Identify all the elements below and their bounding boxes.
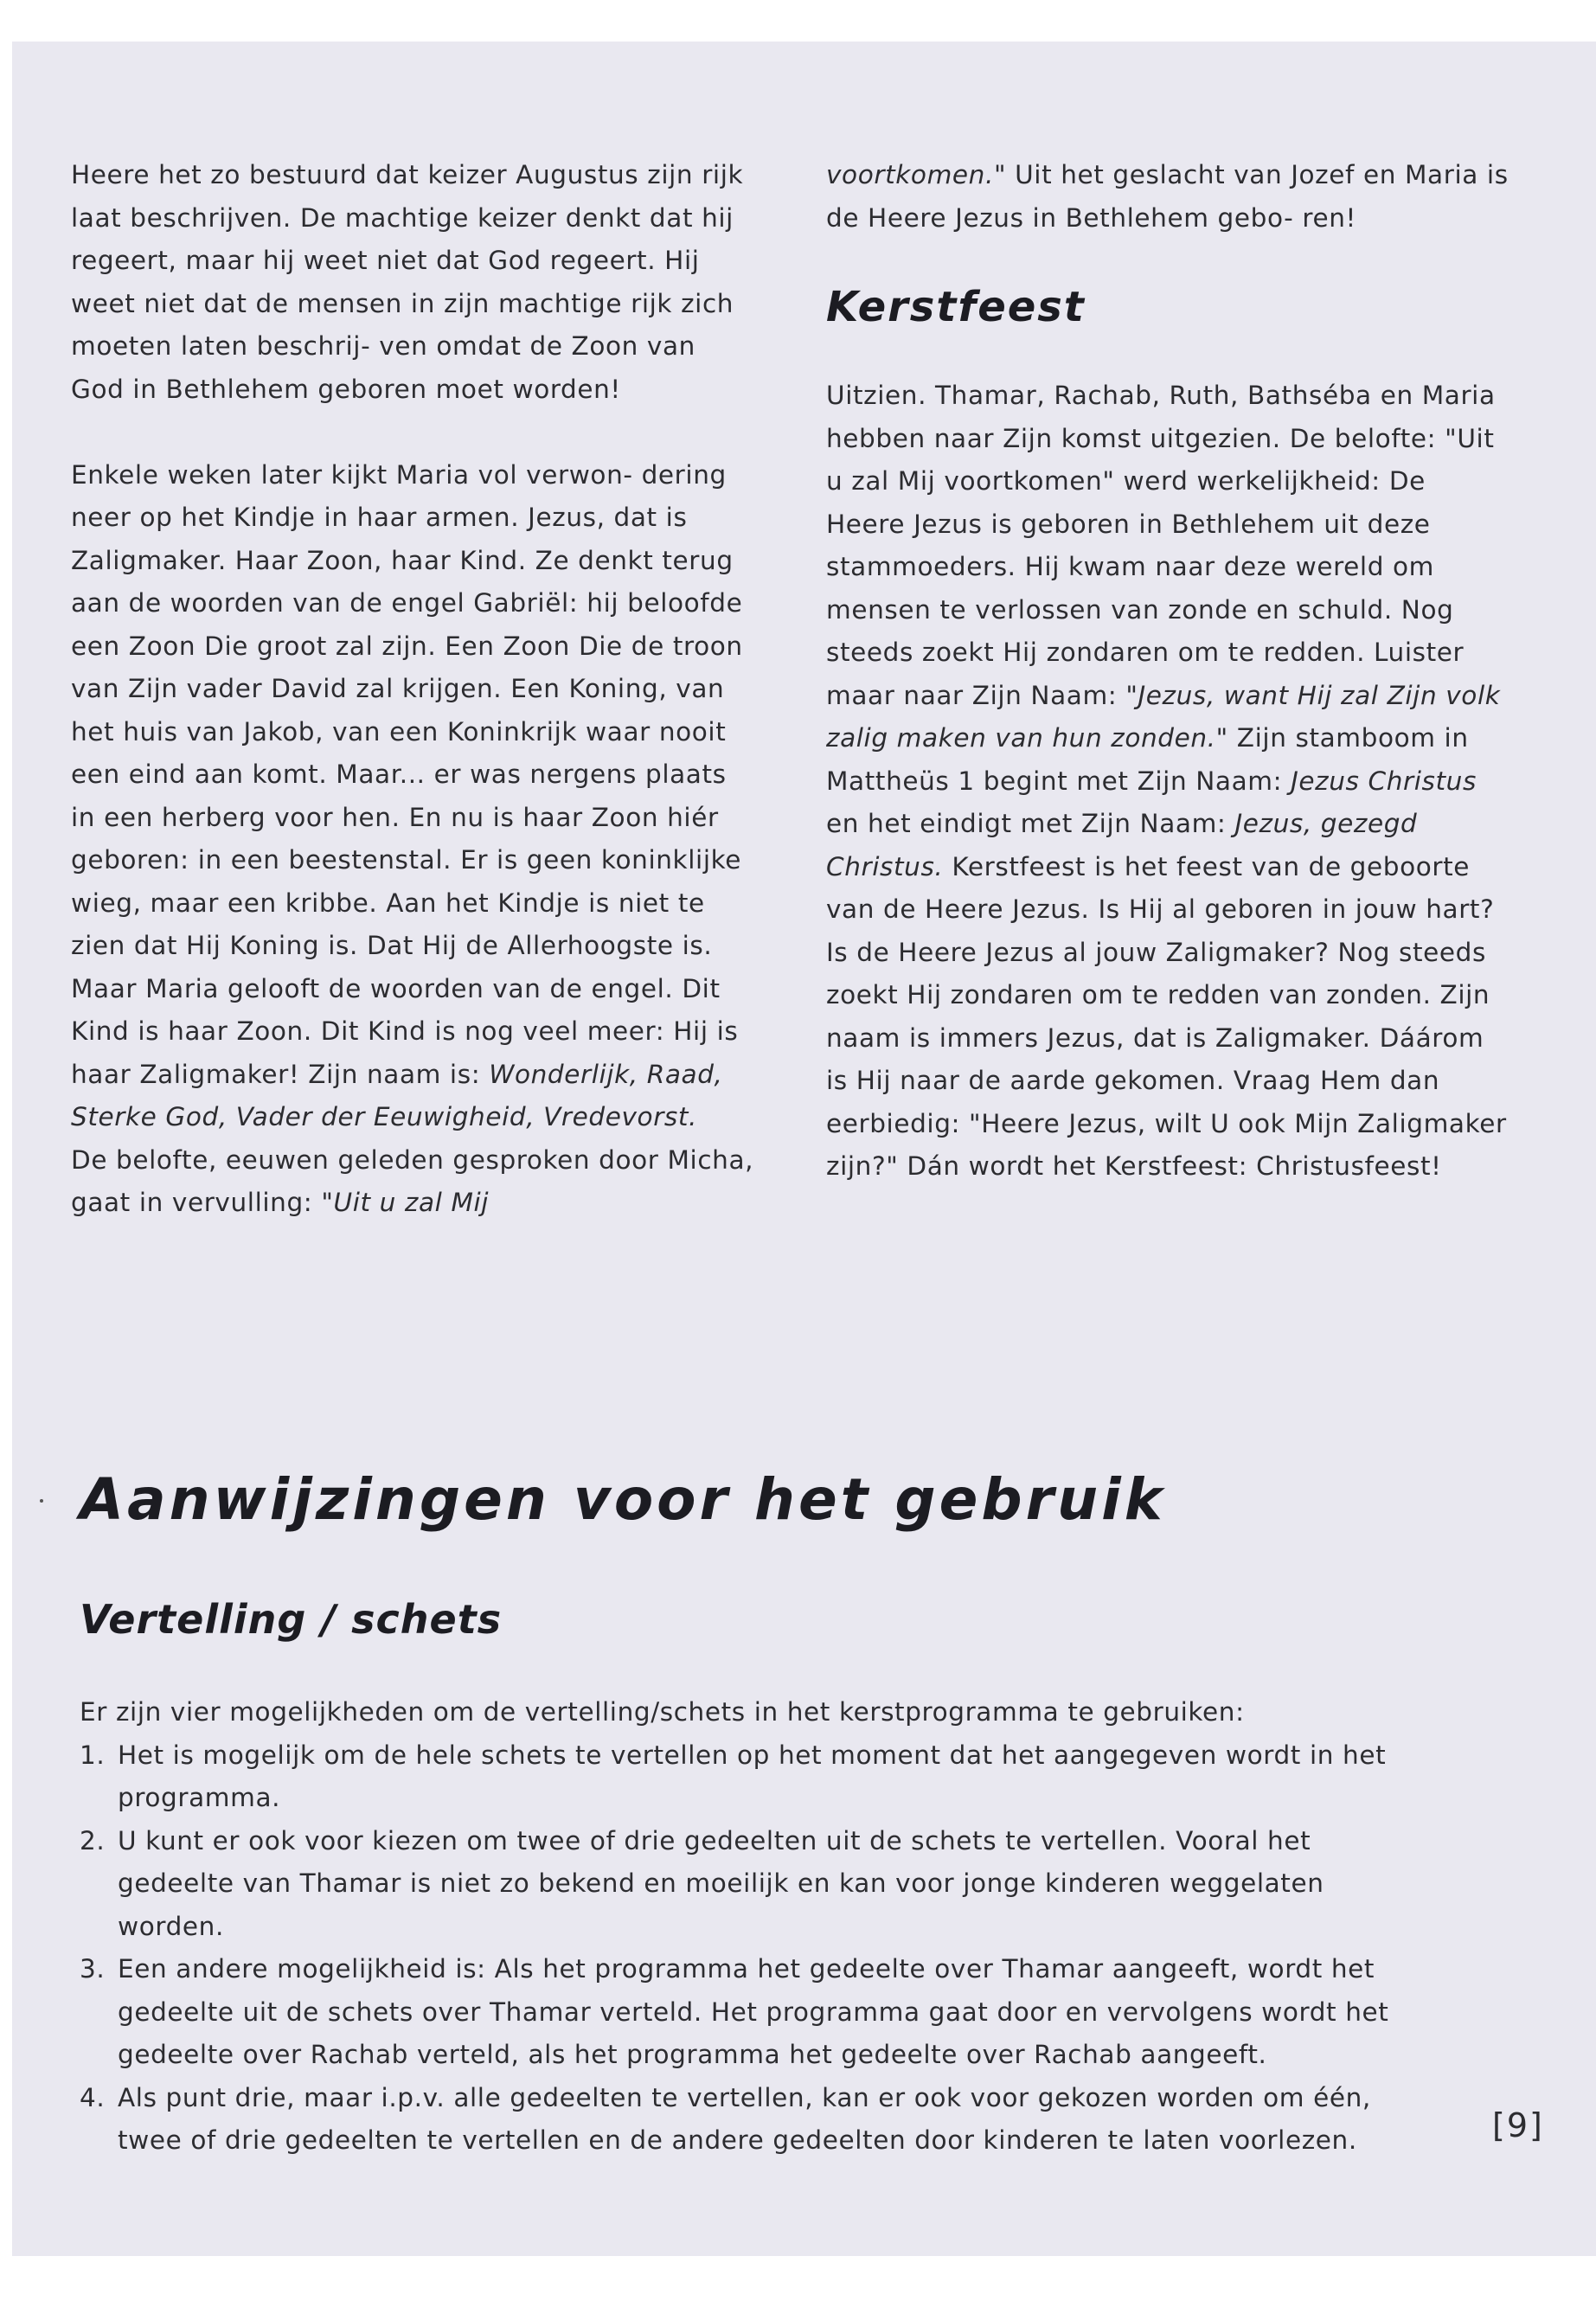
instructions-body (80, 1691, 1429, 2163)
page-number: [9] (1492, 2106, 1544, 2144)
instructions-list (80, 1734, 1429, 2163)
right-column (826, 154, 1509, 1189)
instructions-subtitle: Vertelling / schets (80, 1596, 503, 1643)
bullet-dot (40, 1499, 43, 1503)
list-item: 1. Het is mogelijk om de hele schets te vertellen op het moment dat het aangegeven wordt in het programma. (80, 1740, 1387, 1812)
list-item: 2. U kunt er ook voor kiezen om twee of drie gedeelten uit de schets te vertellen. Vooral het gedeelte van Thamar is niet zo bekend en moeilijk en kan voor jonge kinderen weggelaten worden. (80, 1825, 1324, 1941)
left-paragraph-1: Heere het zo bestuurd dat keizer Augustus zijn rijk laat beschrijven. De machtige keizer denkt dat hij regeert, maar hij weet niet dat God regeert. Hij weet niet dat de mensen in zijn machtige rijk zich moeten laten beschrij- ven omdat de Zoon van God in Bethlehem geboren moet worden! (71, 160, 744, 404)
left-paragraph-3: De belofte, eeuwen geleden gesproken door Micha, gaat in vervulling: "Uit u zal Mij (71, 1144, 754, 1217)
left-paragraph-2: Enkele weken later kijkt Maria vol verwon- dering neer op het Kindje in haar armen. Jezus, dat is Zaligmaker. Haar Zoon, haar Kind. Ze denkt terug aan de woorden van de engel Gabriël: hij beloofde een Zoon Die groot zal zijn. Een Zoon Die de troon van Zijn vader David zal krijgen. Een Koning, van het huis van Jakob, van een Koninkrijk waar nooit een eind aan komt. Maar... er was nergens plaats in een herberg voor hen. En nu is haar Zoon hiér geboren: in een beestenstal. Er is geen koninklijke wieg, maar een kribbe. Aan het Kindje is niet te zien dat Hij Koning is. Dat Hij de Allerhoogste is. Maar Maria gelooft de woorden van de engel. Dit Kind is haar Zoon. Dit Kind is nog veel meer: Hij is haar Zaligmaker! Zijn naam is: Wonderlijk, Raad, Sterke God, Vader der Eeuwigheid, Vredevorst. (71, 459, 743, 1131)
instructions-intro: Er zijn vier mogelijkheden om de vertelling/schets in het kerstprogramma te gebruiken: (80, 1697, 1245, 1727)
list-item: 3. Een andere mogelijkheid is: Als het programma het gedeelte over Thamar aangeeft, wordt het gedeelte uit de schets over Thamar verteld. Het programma gaat door en vervolgens wordt het gedeelte over Rachab verteld, als het programma het gedeelte over Rachab aangeeft. (80, 1954, 1389, 2069)
list-item: 4. Als punt drie, maar i.p.v. alle gedeelten te vertellen, kan er ook voor gekozen worden om één, twee of drie gedeelten te vertellen en de andere gedeelten door kinderen te laten voorlezen. (80, 2082, 1371, 2155)
right-paragraph-2: Uitzien. Thamar, Rachab, Ruth, Bathséba en Maria hebben naar Zijn komst uitgezien. De belofte: "Uit u zal Mij voortkomen" werd werkelijkheid: De Heere Jezus is geboren in Bethlehem uit deze stammoeders. Hij kwam naar deze wereld om mensen te verlossen van zonde en schuld. Nog steeds zoekt Hij zondaren om te redden. Luister maar naar Zijn Naam: "Jezus, want Hij zal Zijn volk zalig maken van hun zonden." Zijn stamboom in Mattheüs 1 begint met Zijn Naam: Jezus Christus en het eindigt met Zijn Naam: Jezus, gezegd Christus. Kerstfeest is het feest van de geboorte van de Heere Jezus. Is Hij al geboren in jouw hart? Is de Heere Jezus al jouw Zaligmaker? Nog steeds zoekt Hij zondaren om te redden van zonden. Zijn naam is immers Jezus, dat is Zaligmaker. Dáárom is Hij naar de aarde gekomen. Vraag Hem dan eerbiedig: "Heere Jezus, wilt U ook Mijn Zaligmaker zijn?" Dán wordt het Kerstfeest: Christusfeest! (826, 381, 1507, 1181)
left-column (71, 154, 754, 1225)
instructions-title: Aanwijzingen voor het gebruik (80, 1466, 1166, 1533)
kerstfeest-heading: Kerstfeest (826, 283, 1086, 331)
right-paragraph-1: voortkomen." Uit het geslacht van Jozef en Maria is de Heere Jezus in Bethlehem gebo- ren! (826, 160, 1509, 233)
